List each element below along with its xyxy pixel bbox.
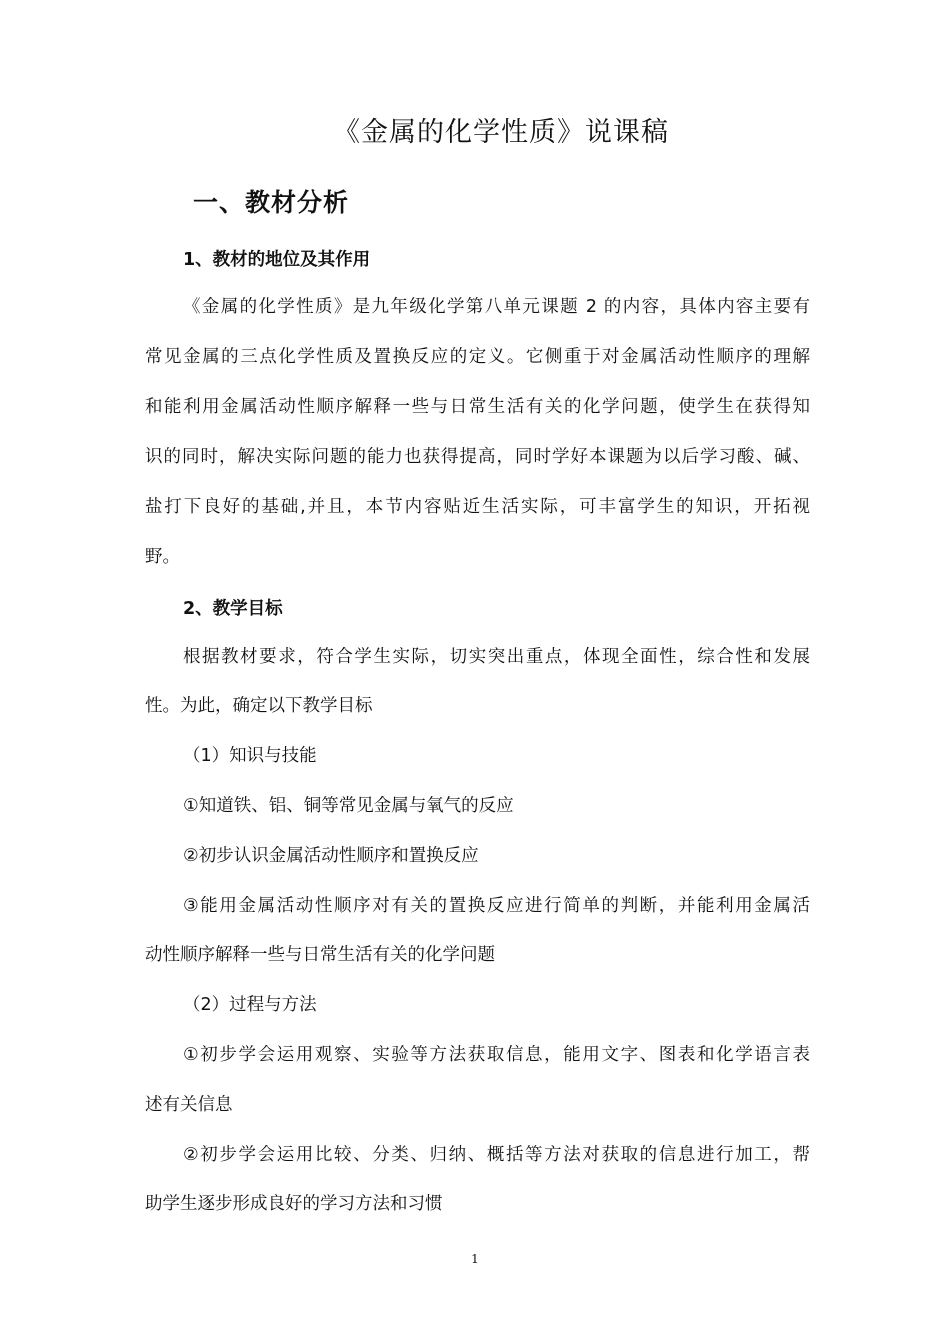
goal-item: ②初步学会运用比较、分类、归纳、概括等方法对获取的信息进行加工，帮 [183, 1145, 810, 1165]
goal-item: ①知道铁、铝、铜等常见金属与氧气的反应 [183, 796, 514, 816]
goal-item: ②初步认识金属活动性顺序和置换反应 [183, 846, 479, 866]
goal-label-process: （2）过程与方法 [183, 995, 317, 1015]
paragraph-line: 和能利用金属活动性顺序解释一些与日常生活有关的化学问题，使学生在获得知 [145, 397, 810, 417]
page-number: 1 [471, 1252, 479, 1266]
goal-item: ③能用金属活动性顺序对有关的置换反应进行简单的判断，并能利用金属活 [183, 896, 810, 916]
goal-item: 述有关信息 [145, 1095, 233, 1115]
subheading-teaching-goals: 2、教学目标 [183, 599, 283, 619]
paragraph-line: 识的同时，解决实际问题的能力也获得提高，同时学好本课题为以后学习酸、碱、 [145, 447, 810, 467]
document-title: 《金属的化学性质》说课稿 [333, 117, 669, 148]
subheading-role: 1、教材的地位及其作用 [183, 250, 371, 270]
paragraph-line: 性。为此，确定以下教学目标 [145, 696, 373, 716]
paragraph-line: 根据教材要求，符合学生实际，切实突出重点，体现全面性，综合性和发展 [183, 647, 810, 667]
paragraph-line: 常见金属的三点化学性质及置换反应的定义。它侧重于对金属活动性顺序的理解 [145, 347, 810, 367]
goal-label-knowledge: （1）知识与技能 [183, 746, 317, 766]
goal-item: ①初步学会运用观察、实验等方法获取信息，能用文字、图表和化学语言表 [183, 1045, 810, 1065]
section-heading-textbook-analysis: 一、教材分析 [193, 188, 350, 217]
goal-item: 动性顺序解释一些与日常生活有关的化学问题 [145, 945, 495, 965]
paragraph-line: 盐打下良好的基础,并且，本节内容贴近生活实际，可丰富学生的知识，开拓视 [145, 497, 810, 517]
paragraph-line: 野。 [145, 547, 180, 567]
goal-item: 助学生逐步形成良好的学习方法和习惯 [145, 1194, 443, 1214]
paragraph-line: 《金属的化学性质》是九年级化学第八单元课题 2 的内容，具体内容主要有 [183, 297, 810, 317]
